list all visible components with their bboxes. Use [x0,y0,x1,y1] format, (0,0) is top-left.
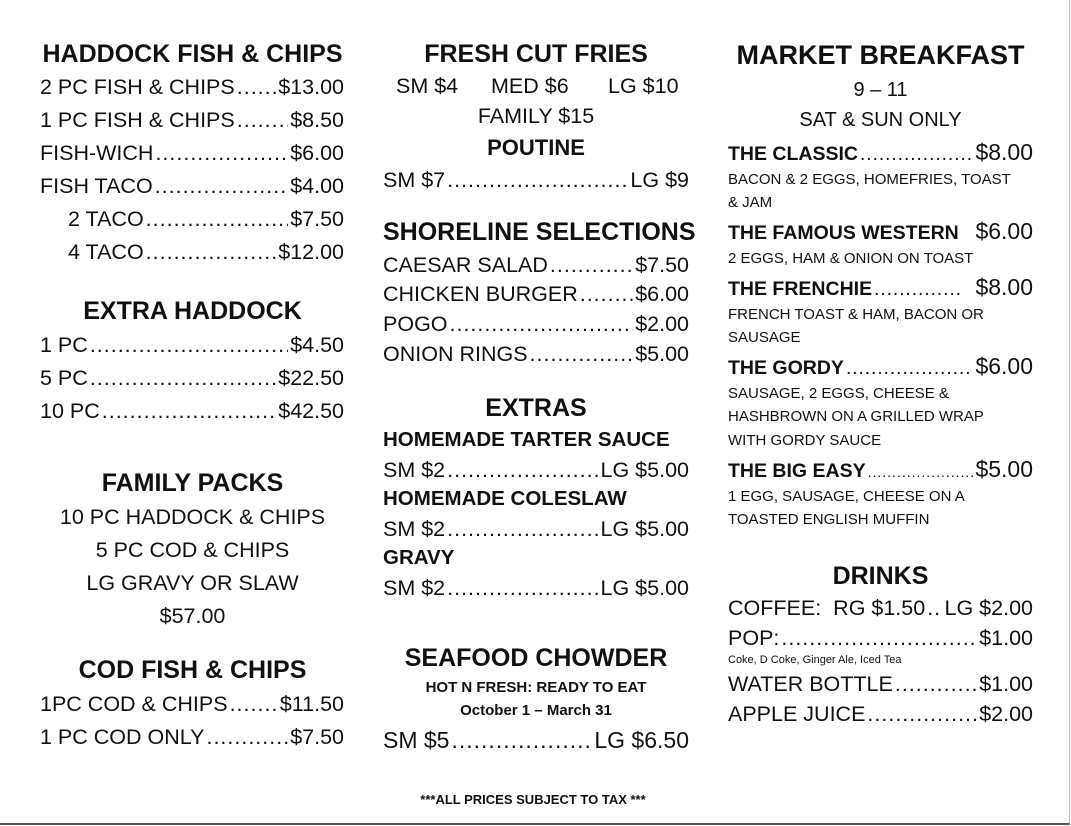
item-price: $4.00 [290,174,344,198]
breakfast-item [728,276,1033,300]
extra-name: HOMEMADE TARTER SAUCE [383,428,670,451]
size-large: LG $5.00 [600,517,689,541]
item-description: SAUSAGE [728,329,801,346]
item-description: TOASTED ENGLISH MUFFIN [728,511,930,528]
item-name: APPLE JUICE [728,702,866,726]
item-name: POP: [728,626,780,650]
item-price: $6.00 [290,141,344,165]
family-pack-line: 10 PC HADDOCK & CHIPS [59,505,326,529]
item-price: $7.50 [635,253,689,277]
item-price: $1.00 [979,626,1033,650]
menu-item [383,344,689,366]
item-name: ONION RINGS [383,342,528,366]
breakfast-item [728,220,1033,244]
item-price: $8.50 [290,108,344,132]
item-price: $6.00 [975,218,1033,244]
size-small: SM $2 [383,517,446,541]
chowder-subtitle: HOT N FRESH: READY TO EAT [425,679,647,696]
haddock-title: HADDOCK FISH & CHIPS [42,40,343,68]
menu-item [728,598,1033,620]
item-price: $22.50 [278,366,344,390]
item-name: 1 PC COD ONLY [40,725,205,749]
menu-item [383,460,689,482]
item-price: $12.00 [278,240,344,264]
fries-family: FAMILY $15 [477,104,595,128]
menu-item [728,628,1033,650]
item-name: WATER BOTTLE [728,672,893,696]
size-large: LG $9 [630,168,689,192]
item-description: 2 EGGS, HAM & ONION ON TOAST [728,250,974,267]
item-name: CHICKEN BURGER [383,282,578,306]
extra-name: GRAVY [383,546,455,569]
menu-item [40,401,344,423]
size-small: SM $2 [383,458,446,482]
menu-item [40,694,344,716]
item-price: $1.00 [979,672,1033,696]
size-large: LG $5.00 [600,576,689,600]
item-name: THE BIG EASY [728,460,866,482]
item-price: $8.00 [975,139,1033,165]
item-description: BACON & 2 EGGS, HOMEFRIES, TOAST [728,171,1011,188]
size-small: SM $7 [383,168,446,192]
item-name: CAESAR SALAD [383,253,548,277]
item-description: HASHBROWN ON A GRILLED WRAP [728,408,984,425]
item-description: FRENCH TOAST & HAM, BACON OR [728,306,984,323]
menu-item [383,519,689,541]
menu-item [383,729,689,752]
breakfast-item [728,458,1033,482]
item-price: $6.00 [975,353,1033,379]
item-name: FISH TACO [40,174,153,198]
fries-size-lg: LG $10 [608,74,679,98]
breakfast-title: MARKET BREAKFAST [736,40,1025,70]
menu-item [383,284,689,306]
coffee-regular: RG $1.50 [833,596,926,620]
menu-item [40,143,344,165]
item-price: $2.00 [979,702,1033,726]
menu-item [383,314,689,336]
item-name: THE FAMOUS WESTERN [728,222,959,244]
item-name: 2 PC FISH & CHIPS [40,75,235,99]
breakfast-hours: 9 – 11 [853,79,908,101]
item-price: $11.50 [279,692,344,716]
menu-item [40,335,344,357]
fries-size-med: MED $6 [491,74,569,98]
item-price: $7.50 [290,207,344,231]
family-pack-line: LG GRAVY OR SLAW [86,571,299,595]
poutine-title: POUTINE [487,135,585,160]
family-pack-line: 5 PC COD & CHIPS [95,538,290,562]
item-price: $4.50 [290,333,344,357]
family-pack-price: $57.00 [159,604,226,628]
item-price: $42.50 [278,399,344,423]
breakfast-item [728,355,1033,379]
family-packs-title: FAMILY PACKS [101,469,284,497]
breakfast-days: SAT & SUN ONLY [799,109,962,131]
fries-title: FRESH CUT FRIES [424,40,648,68]
menu-item [40,176,344,198]
coffee-large: LG $2.00 [944,596,1033,620]
item-name: 1 PC [40,333,88,357]
fries-size-sm: SM $4 [396,74,459,98]
item-price: $5.00 [635,342,689,366]
menu-item [728,704,1033,726]
item-name: 4 TACO [68,240,144,264]
item-name: 1PC COD & CHIPS [40,692,228,716]
menu-item [40,110,344,132]
item-name: FISH-WICH [40,141,154,165]
item-name: 2 TACO [68,207,144,231]
shoreline-title: SHORELINE SELECTIONS [383,218,696,246]
extra-name: HOMEMADE COLESLAW [383,487,627,510]
chowder-title: SEAFOOD CHOWDER [404,644,668,672]
extra-haddock-title: EXTRA HADDOCK [83,297,302,325]
cod-title: COD FISH & CHIPS [78,656,307,684]
item-name: POGO [383,312,448,336]
item-name: COFFEE: [728,596,822,620]
menu-item [383,578,689,600]
menu-item [68,209,344,231]
item-description: WITH GORDY SAUCE [728,432,882,449]
extras-title: EXTRAS [485,394,587,422]
chowder-season: October 1 – March 31 [460,702,612,719]
pop-flavors: Coke, D Coke, Ginger Ale, Iced Tea [728,654,902,666]
item-name: THE CLASSIC [728,143,859,165]
item-description: & JAM [728,194,773,211]
item-name: 10 PC [40,399,100,423]
item-name: 1 PC FISH & CHIPS [40,108,235,132]
item-description: SAUSAGE, 2 EGGS, CHEESE & [728,385,949,402]
item-price: $5.00 [975,456,1033,482]
menu-item [383,170,689,192]
menu-item [68,242,344,264]
tax-note: ***ALL PRICES SUBJECT TO TAX *** [420,792,646,807]
item-price: $8.00 [975,274,1033,300]
menu-item [383,255,689,277]
drinks-title: DRINKS [832,562,929,590]
size-large: LG $5.00 [600,458,689,482]
menu-item [40,368,344,390]
item-price: $2.00 [635,312,689,336]
item-price: $13.00 [278,75,344,99]
item-price: $6.00 [635,282,689,306]
item-name: 5 PC [40,366,88,390]
item-price: $7.50 [290,725,344,749]
breakfast-item [728,141,1033,165]
size-small: SM $5 [383,727,450,753]
menu-item [40,77,344,99]
item-name: THE GORDY [728,357,844,379]
menu-item [40,727,344,749]
size-large: LG $6.50 [594,727,689,753]
item-description: 1 EGG, SAUSAGE, CHEESE ON A [728,488,965,505]
size-small: SM $2 [383,576,446,600]
menu-item [728,674,1033,696]
item-name: THE FRENCHIE [728,278,873,300]
